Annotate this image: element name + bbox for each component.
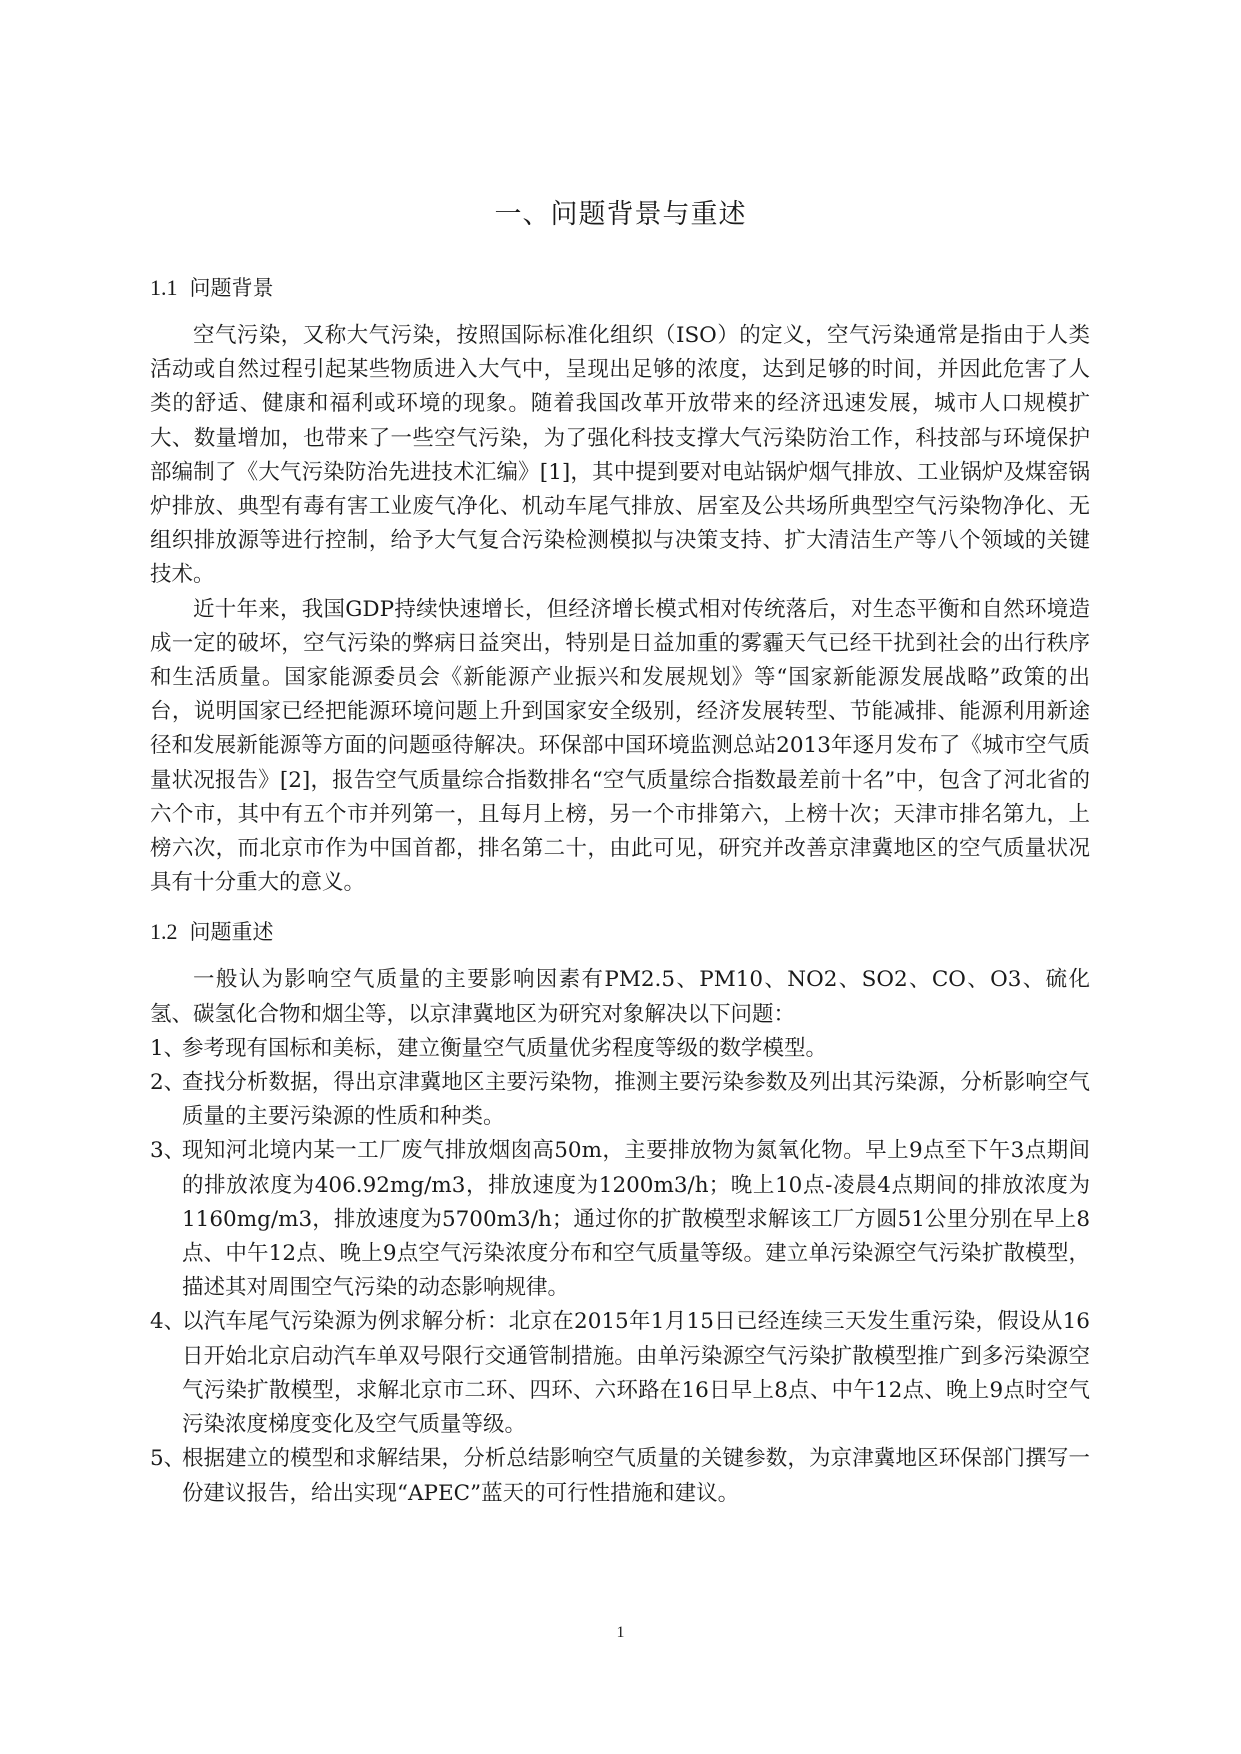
page-title: 一、问题背景与重述	[494, 199, 747, 230]
list-marker: 1、	[150, 1035, 186, 1061]
list-item	[150, 1442, 1090, 1510]
page-number: 1	[616, 1624, 625, 1641]
list-item	[150, 1134, 1090, 1305]
list-item	[150, 1032, 1090, 1066]
section-title: 问题重述	[189, 920, 274, 945]
section-heading-1-2	[150, 912, 1090, 953]
section-title: 问题背景	[189, 276, 274, 300]
list-item	[150, 1305, 1090, 1442]
list-item-text: 参考现有国标和美标，建立衡量空气质量优劣程度等级的数学模型。	[182, 1035, 828, 1061]
list-marker: 3、	[150, 1138, 186, 1164]
list-item-text: 根据建立的模型和求解结果，分析总结影响空气质量的关键参数，为京津冀地区环保部门撰写一份建议报告，给出实现“APEC”蓝天的可行性措施和建议。	[182, 1446, 1090, 1506]
list-item-text: 现知河北境内某一工厂废气排放烟囱高50m，主要排放物为氮氧化物。早上9点至下午3点期间的排放浓度为406.92mg/m3，排放速度为1200m3/h；晚上10点-凌晨4点期间的排放浓度为1160mg/m3，排放速度为5700m3/h；通过你的扩散模型求解该工厂方圆51公里分别在早上8点、中午12点、晚上9点空气污染浓度分布和空气质量等级。建立单污染源空气污染扩散模型，描述其对周围空气污染的动态影响规律。	[182, 1138, 1090, 1301]
list-marker: 2、	[150, 1070, 186, 1096]
list-marker: 4、	[150, 1309, 186, 1335]
section-heading-1-1	[150, 268, 1090, 309]
section-number: 1.2	[150, 919, 178, 945]
paragraph: 一般认为影响空气质量的主要影响因素有PM2.5、PM10、NO2、SO2、CO、O3、硫化氢、碳氢化合物和烟尘等，以京津冀地区为研究对象解决以下问题：	[150, 967, 1090, 1027]
list-item	[150, 1066, 1090, 1134]
list-item-text: 查找分析数据，得出京津冀地区主要污染物，推测主要污染参数及列出其污染源，分析影响空气质量的主要污染源的性质和种类。	[182, 1070, 1090, 1130]
paragraph: 空气污染，又称大气污染，按照国际标准化组织（ISO）的定义，空气污染通常是指由于人类活动或自然过程引起某些物质进入大气中，呈现出足够的浓度，达到足够的时间，并因此危害了人类的舒适、健康和福利或环境的现象。随着我国改革开放带来的经济迅速发展，城市人口规模扩大、数量增加，也带来了一些空气污染，为了强化科技支撑大气污染防治工作，科技部与环境保护部编制了《大气污染防治先进技术汇编》[1]，其中提到要对电站锅炉烟气排放、工业锅炉及煤窑锅炉排放、典型有毒有害工业废气净化、机动车尾气排放、居室及公共场所典型空气污染物净化、无组织排放源等进行控制，给予大气复合污染检测模拟与决策支持、扩大清洁生产等八个领域的关键技术。	[150, 323, 1090, 588]
paragraph: 近十年来，我国GDP持续快速增长，但经济增长模式相对传统落后，对生态平衡和自然环境造成一定的破坏，空气污染的弊病日益突出，特别是日益加重的雾霾天气已经干扰到社会的出行秩序和生活质量。国家能源委员会《新能源产业振兴和发展规划》等“国家新能源发展战略”政策的出台，说明国家已经把能源环境问题上升到国家安全级别，经济发展转型、节能减排、能源利用新途径和发展新能源等方面的问题亟待解决。环保部中国环境监测总站2013年逐月发布了《城市空气质量状况报告》[2]，报告空气质量综合指数排名“空气质量综合指数最差前十名”中，包含了河北省的六个市，其中有五个市并列第一，且每月上榜，另一个市排第六，上榜十次；天津市排名第九，上榜六次，而北京市作为中国首都，排名第二十，由此可见，研究并改善京津冀地区的空气质量状况具有十分重大的意义。	[150, 596, 1090, 896]
list-marker: 5、	[150, 1446, 186, 1472]
list-item-text: 以汽车尾气污染源为例求解分析：北京在2015年1月15日已经连续三天发生重污染，假设从16日开始北京启动汽车单双号限行交通管制措施。由单污染源空气污染扩散模型推广到多污染源空气污染扩散模型，求解北京市二环、四环、六环路在16日早上8点、中午12点、晚上9点时空气污染浓度梯度变化及空气质量等级。	[182, 1309, 1090, 1438]
section-number: 1.1	[150, 275, 178, 300]
content-body	[150, 268, 1090, 1511]
